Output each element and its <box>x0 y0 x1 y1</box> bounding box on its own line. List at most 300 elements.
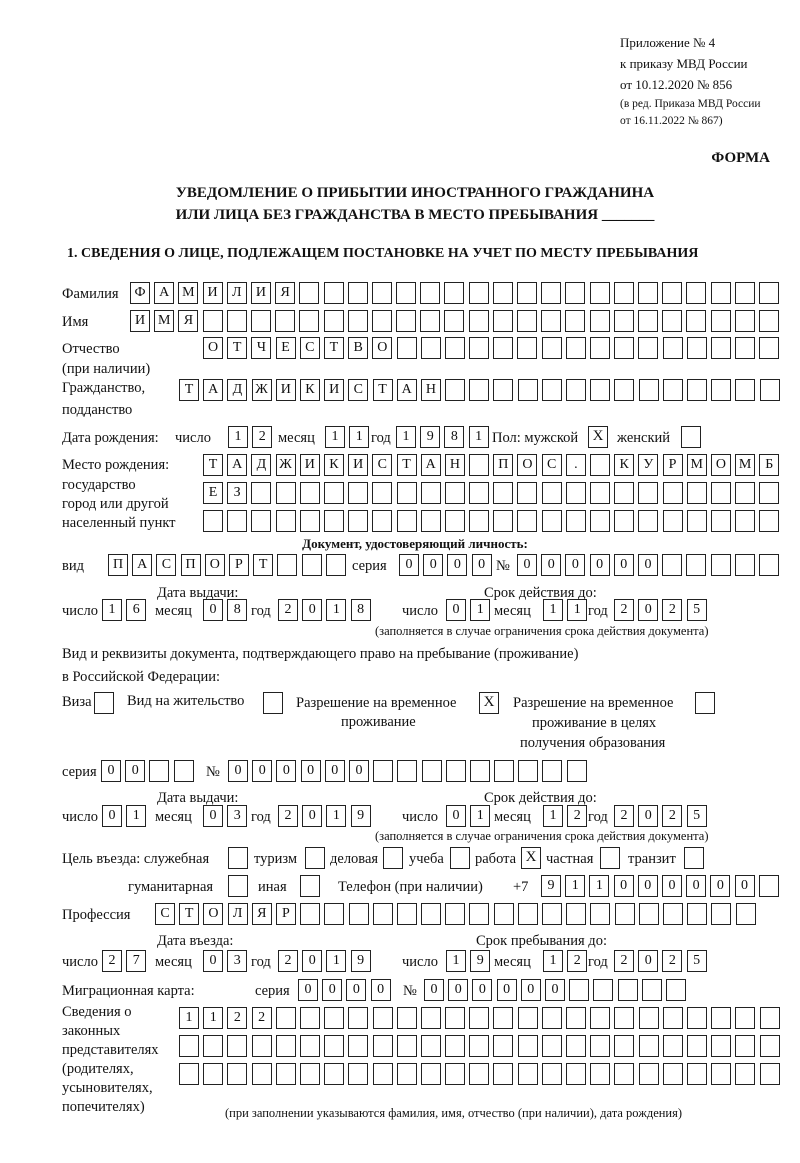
char-cell[interactable] <box>396 282 416 304</box>
char-cell[interactable] <box>372 510 392 532</box>
char-cell[interactable]: 2 <box>662 805 682 827</box>
char-cell[interactable] <box>493 1063 513 1085</box>
char-cell[interactable] <box>518 1063 538 1085</box>
char-cell[interactable] <box>348 510 368 532</box>
char-cell[interactable] <box>614 1035 634 1057</box>
char-cell[interactable]: С <box>348 379 368 401</box>
char-cell[interactable]: Т <box>179 903 199 925</box>
char-cell[interactable]: 2 <box>252 1007 272 1029</box>
char-cell[interactable]: 1 <box>349 426 369 448</box>
char-cell[interactable]: М <box>687 454 707 476</box>
char-cell[interactable]: Т <box>324 337 344 359</box>
char-cell[interactable]: З <box>227 482 247 504</box>
char-cell[interactable] <box>446 760 466 782</box>
char-cell[interactable] <box>421 482 441 504</box>
char-cell[interactable]: И <box>348 454 368 476</box>
char-cell[interactable]: 0 <box>638 805 658 827</box>
char-cell[interactable]: 2 <box>227 1007 247 1029</box>
char-cell[interactable]: 2 <box>278 805 298 827</box>
char-cell[interactable]: 1 <box>567 599 587 621</box>
char-cell[interactable] <box>179 1035 199 1057</box>
char-cell[interactable] <box>642 979 662 1001</box>
char-cell[interactable] <box>326 554 346 576</box>
char-cell[interactable] <box>324 282 344 304</box>
char-cell[interactable] <box>469 282 489 304</box>
char-cell[interactable]: И <box>251 282 271 304</box>
char-cell[interactable] <box>445 1063 465 1085</box>
char-cell[interactable] <box>276 1035 296 1057</box>
char-cell[interactable] <box>203 310 223 332</box>
char-cell[interactable]: 0 <box>349 760 369 782</box>
char-cell[interactable] <box>663 1063 683 1085</box>
char-cell[interactable] <box>300 510 320 532</box>
char-cell[interactable] <box>373 1007 393 1029</box>
char-cell[interactable] <box>736 903 756 925</box>
char-cell[interactable] <box>759 875 779 897</box>
trp-edu-checkbox[interactable] <box>695 692 715 714</box>
char-cell[interactable]: П <box>181 554 201 576</box>
char-cell[interactable] <box>735 337 755 359</box>
char-cell[interactable] <box>203 510 223 532</box>
char-cell[interactable]: 2 <box>662 950 682 972</box>
char-cell[interactable]: О <box>203 903 223 925</box>
char-cell[interactable]: 0 <box>735 875 755 897</box>
char-cell[interactable] <box>593 979 613 1001</box>
char-cell[interactable] <box>517 310 537 332</box>
phone-field[interactable] <box>541 875 783 897</box>
char-cell[interactable] <box>566 1035 586 1057</box>
char-cell[interactable] <box>445 1007 465 1029</box>
char-cell[interactable] <box>227 1035 247 1057</box>
char-cell[interactable] <box>518 1007 538 1029</box>
char-cell[interactable]: 3 <box>227 950 247 972</box>
char-cell[interactable]: 0 <box>325 760 345 782</box>
char-cell[interactable] <box>493 1007 513 1029</box>
birthplace-row-2[interactable] <box>203 482 784 504</box>
char-cell[interactable] <box>711 337 731 359</box>
citizenship-field[interactable] <box>179 379 784 401</box>
char-cell[interactable]: 9 <box>541 875 561 897</box>
char-cell[interactable] <box>638 282 658 304</box>
char-cell[interactable] <box>517 510 537 532</box>
char-cell[interactable] <box>662 554 682 576</box>
char-cell[interactable]: 2 <box>614 805 634 827</box>
char-cell[interactable] <box>251 482 271 504</box>
char-cell[interactable]: 9 <box>470 950 490 972</box>
char-cell[interactable]: П <box>108 554 128 576</box>
char-cell[interactable]: 0 <box>423 554 443 576</box>
char-cell[interactable] <box>227 510 247 532</box>
char-cell[interactable] <box>614 510 634 532</box>
birth-day-field[interactable] <box>228 426 276 448</box>
char-cell[interactable]: 0 <box>565 554 585 576</box>
char-cell[interactable]: Ф <box>130 282 150 304</box>
char-cell[interactable]: 1 <box>565 875 585 897</box>
char-cell[interactable]: М <box>178 282 198 304</box>
char-cell[interactable] <box>590 337 610 359</box>
char-cell[interactable]: К <box>300 379 320 401</box>
char-cell[interactable]: 2 <box>614 599 634 621</box>
char-cell[interactable] <box>396 310 416 332</box>
char-cell[interactable] <box>373 1035 393 1057</box>
char-cell[interactable] <box>179 1063 199 1085</box>
stay-issue-month[interactable] <box>203 805 251 827</box>
char-cell[interactable]: 1 <box>543 599 563 621</box>
char-cell[interactable]: 0 <box>125 760 145 782</box>
char-cell[interactable] <box>759 282 779 304</box>
char-cell[interactable] <box>494 903 514 925</box>
char-cell[interactable] <box>590 1035 610 1057</box>
char-cell[interactable] <box>420 282 440 304</box>
char-cell[interactable] <box>686 554 706 576</box>
entry-year[interactable] <box>278 950 375 972</box>
char-cell[interactable] <box>735 1035 755 1057</box>
char-cell[interactable] <box>687 1007 707 1029</box>
char-cell[interactable] <box>299 282 319 304</box>
char-cell[interactable]: 1 <box>589 875 609 897</box>
char-cell[interactable]: 3 <box>227 805 247 827</box>
char-cell[interactable] <box>735 510 755 532</box>
char-cell[interactable] <box>639 903 659 925</box>
birth-year-field[interactable] <box>396 426 493 448</box>
char-cell[interactable] <box>348 1035 368 1057</box>
char-cell[interactable]: 0 <box>203 950 223 972</box>
purpose-humanitarian-checkbox[interactable] <box>228 875 248 897</box>
birthplace-row-3[interactable] <box>203 510 784 532</box>
char-cell[interactable]: А <box>203 379 223 401</box>
char-cell[interactable] <box>638 482 658 504</box>
char-cell[interactable] <box>590 379 610 401</box>
birthplace-row-1[interactable] <box>203 454 784 476</box>
surname-field[interactable] <box>130 282 783 304</box>
purpose-tourism-checkbox[interactable] <box>305 847 325 869</box>
char-cell[interactable] <box>590 282 610 304</box>
char-cell[interactable]: 0 <box>472 554 492 576</box>
char-cell[interactable] <box>421 1007 441 1029</box>
char-cell[interactable] <box>565 282 585 304</box>
char-cell[interactable]: Р <box>276 903 296 925</box>
purpose-business-checkbox[interactable] <box>383 847 403 869</box>
char-cell[interactable] <box>711 1035 731 1057</box>
char-cell[interactable]: С <box>155 903 175 925</box>
char-cell[interactable]: 0 <box>203 599 223 621</box>
char-cell[interactable] <box>542 337 562 359</box>
char-cell[interactable] <box>493 310 513 332</box>
char-cell[interactable]: С <box>372 454 392 476</box>
char-cell[interactable]: Б <box>759 454 779 476</box>
char-cell[interactable] <box>663 1007 683 1029</box>
char-cell[interactable]: 9 <box>420 426 440 448</box>
char-cell[interactable]: 1 <box>326 599 346 621</box>
char-cell[interactable]: 0 <box>662 875 682 897</box>
char-cell[interactable] <box>687 510 707 532</box>
char-cell[interactable] <box>493 379 513 401</box>
stay-issue-day[interactable] <box>102 805 150 827</box>
char-cell[interactable] <box>397 1007 417 1029</box>
char-cell[interactable] <box>735 310 755 332</box>
char-cell[interactable] <box>445 482 465 504</box>
char-cell[interactable] <box>469 903 489 925</box>
char-cell[interactable] <box>302 554 322 576</box>
char-cell[interactable]: У <box>638 454 658 476</box>
char-cell[interactable]: Р <box>663 454 683 476</box>
char-cell[interactable] <box>517 337 537 359</box>
char-cell[interactable] <box>638 337 658 359</box>
char-cell[interactable] <box>566 379 586 401</box>
char-cell[interactable] <box>614 1063 634 1085</box>
char-cell[interactable] <box>397 337 417 359</box>
char-cell[interactable] <box>324 1035 344 1057</box>
char-cell[interactable] <box>663 903 683 925</box>
char-cell[interactable] <box>711 482 731 504</box>
profession-field[interactable] <box>155 903 760 925</box>
char-cell[interactable] <box>711 1063 731 1085</box>
char-cell[interactable]: 2 <box>662 599 682 621</box>
char-cell[interactable] <box>759 554 779 576</box>
char-cell[interactable]: . <box>566 454 586 476</box>
char-cell[interactable]: И <box>300 454 320 476</box>
migration-series-field[interactable] <box>298 979 395 1001</box>
char-cell[interactable]: Ч <box>251 337 271 359</box>
char-cell[interactable] <box>687 1035 707 1057</box>
char-cell[interactable] <box>349 903 369 925</box>
char-cell[interactable] <box>444 310 464 332</box>
char-cell[interactable] <box>687 1063 707 1085</box>
char-cell[interactable]: Л <box>228 903 248 925</box>
char-cell[interactable] <box>759 310 779 332</box>
purpose-work-checkbox[interactable]: X <box>521 847 541 869</box>
char-cell[interactable] <box>566 510 586 532</box>
char-cell[interactable] <box>759 337 779 359</box>
char-cell[interactable] <box>687 337 707 359</box>
char-cell[interactable] <box>735 282 755 304</box>
char-cell[interactable]: 0 <box>322 979 342 1001</box>
char-cell[interactable] <box>493 1035 513 1057</box>
char-cell[interactable]: И <box>203 282 223 304</box>
char-cell[interactable] <box>663 1035 683 1057</box>
char-cell[interactable]: Ж <box>252 379 272 401</box>
char-cell[interactable]: 0 <box>302 599 322 621</box>
representatives-row-3[interactable] <box>179 1063 784 1085</box>
char-cell[interactable] <box>421 337 441 359</box>
char-cell[interactable] <box>542 1063 562 1085</box>
char-cell[interactable] <box>686 310 706 332</box>
char-cell[interactable]: 0 <box>614 875 634 897</box>
char-cell[interactable]: Н <box>421 379 441 401</box>
char-cell[interactable] <box>469 379 489 401</box>
char-cell[interactable]: Т <box>203 454 223 476</box>
char-cell[interactable]: 9 <box>351 805 371 827</box>
char-cell[interactable]: О <box>517 454 537 476</box>
char-cell[interactable] <box>276 1007 296 1029</box>
char-cell[interactable]: 9 <box>351 950 371 972</box>
char-cell[interactable]: А <box>154 282 174 304</box>
char-cell[interactable] <box>469 310 489 332</box>
id-valid-month[interactable] <box>543 599 591 621</box>
char-cell[interactable] <box>493 510 513 532</box>
char-cell[interactable]: 0 <box>424 979 444 1001</box>
char-cell[interactable] <box>397 1035 417 1057</box>
char-cell[interactable] <box>421 1035 441 1057</box>
char-cell[interactable] <box>618 979 638 1001</box>
char-cell[interactable]: 0 <box>638 599 658 621</box>
char-cell[interactable] <box>711 510 731 532</box>
char-cell[interactable] <box>687 903 707 925</box>
purpose-private-checkbox[interactable] <box>600 847 620 869</box>
char-cell[interactable] <box>711 554 731 576</box>
char-cell[interactable] <box>735 379 755 401</box>
visa-checkbox[interactable] <box>94 692 114 714</box>
char-cell[interactable] <box>397 1063 417 1085</box>
char-cell[interactable] <box>638 310 658 332</box>
char-cell[interactable]: 0 <box>541 554 561 576</box>
char-cell[interactable] <box>300 1063 320 1085</box>
char-cell[interactable] <box>663 379 683 401</box>
purpose-other-checkbox[interactable] <box>300 875 320 897</box>
char-cell[interactable]: А <box>132 554 152 576</box>
char-cell[interactable] <box>421 1063 441 1085</box>
char-cell[interactable]: 0 <box>399 554 419 576</box>
char-cell[interactable] <box>149 760 169 782</box>
char-cell[interactable]: 2 <box>278 950 298 972</box>
char-cell[interactable] <box>566 482 586 504</box>
char-cell[interactable]: 1 <box>543 805 563 827</box>
char-cell[interactable]: О <box>203 337 223 359</box>
char-cell[interactable] <box>300 1007 320 1029</box>
char-cell[interactable] <box>252 1063 272 1085</box>
stay-valid-month[interactable] <box>543 805 591 827</box>
char-cell[interactable]: 0 <box>710 875 730 897</box>
char-cell[interactable]: 0 <box>101 760 121 782</box>
char-cell[interactable] <box>470 760 490 782</box>
char-cell[interactable] <box>566 903 586 925</box>
char-cell[interactable]: В <box>348 337 368 359</box>
char-cell[interactable]: С <box>542 454 562 476</box>
char-cell[interactable]: 5 <box>687 950 707 972</box>
char-cell[interactable]: 1 <box>470 599 490 621</box>
char-cell[interactable] <box>666 979 686 1001</box>
char-cell[interactable] <box>639 1063 659 1085</box>
char-cell[interactable] <box>541 282 561 304</box>
char-cell[interactable]: М <box>735 454 755 476</box>
char-cell[interactable]: И <box>324 379 344 401</box>
char-cell[interactable] <box>614 379 634 401</box>
char-cell[interactable]: О <box>205 554 225 576</box>
char-cell[interactable] <box>662 310 682 332</box>
char-cell[interactable]: С <box>156 554 176 576</box>
char-cell[interactable] <box>469 1035 489 1057</box>
char-cell[interactable]: А <box>227 454 247 476</box>
char-cell[interactable]: 1 <box>126 805 146 827</box>
char-cell[interactable]: 1 <box>469 426 489 448</box>
char-cell[interactable] <box>445 903 465 925</box>
trp-checkbox[interactable]: X <box>479 692 499 714</box>
char-cell[interactable] <box>566 337 586 359</box>
char-cell[interactable] <box>760 379 780 401</box>
char-cell[interactable] <box>348 282 368 304</box>
char-cell[interactable]: 0 <box>638 950 658 972</box>
char-cell[interactable] <box>469 454 489 476</box>
char-cell[interactable] <box>373 1063 393 1085</box>
char-cell[interactable]: 5 <box>687 805 707 827</box>
char-cell[interactable] <box>590 510 610 532</box>
char-cell[interactable] <box>518 903 538 925</box>
char-cell[interactable] <box>638 510 658 532</box>
char-cell[interactable] <box>300 482 320 504</box>
char-cell[interactable]: 5 <box>687 599 707 621</box>
char-cell[interactable] <box>469 482 489 504</box>
char-cell[interactable] <box>493 337 513 359</box>
char-cell[interactable]: 0 <box>545 979 565 1001</box>
char-cell[interactable]: 8 <box>227 599 247 621</box>
char-cell[interactable] <box>517 482 537 504</box>
char-cell[interactable] <box>397 903 417 925</box>
purpose-transit-checkbox[interactable] <box>684 847 704 869</box>
char-cell[interactable]: М <box>154 310 174 332</box>
char-cell[interactable]: 1 <box>326 805 346 827</box>
char-cell[interactable] <box>300 1035 320 1057</box>
char-cell[interactable]: Е <box>203 482 223 504</box>
char-cell[interactable] <box>252 1035 272 1057</box>
char-cell[interactable]: 2 <box>102 950 122 972</box>
char-cell[interactable] <box>422 760 442 782</box>
char-cell[interactable]: 8 <box>444 426 464 448</box>
char-cell[interactable] <box>469 1063 489 1085</box>
char-cell[interactable] <box>324 510 344 532</box>
char-cell[interactable]: 2 <box>567 805 587 827</box>
char-cell[interactable] <box>469 510 489 532</box>
char-cell[interactable]: Н <box>445 454 465 476</box>
char-cell[interactable] <box>397 482 417 504</box>
char-cell[interactable]: Р <box>229 554 249 576</box>
residence-checkbox[interactable] <box>263 692 283 714</box>
char-cell[interactable] <box>421 903 441 925</box>
stay-valid-year[interactable] <box>614 805 711 827</box>
char-cell[interactable] <box>735 482 755 504</box>
char-cell[interactable] <box>397 510 417 532</box>
char-cell[interactable] <box>759 482 779 504</box>
char-cell[interactable] <box>542 482 562 504</box>
char-cell[interactable] <box>445 379 465 401</box>
representatives-row-1[interactable] <box>179 1007 784 1029</box>
char-cell[interactable]: А <box>397 379 417 401</box>
char-cell[interactable] <box>760 1063 780 1085</box>
char-cell[interactable] <box>348 310 368 332</box>
char-cell[interactable]: 0 <box>203 805 223 827</box>
char-cell[interactable]: 1 <box>470 805 490 827</box>
until-day[interactable] <box>446 950 494 972</box>
char-cell[interactable] <box>541 310 561 332</box>
id-type-field[interactable] <box>108 554 350 576</box>
char-cell[interactable] <box>518 1035 538 1057</box>
char-cell[interactable]: 7 <box>126 950 146 972</box>
char-cell[interactable]: 1 <box>396 426 416 448</box>
char-cell[interactable]: Е <box>276 337 296 359</box>
char-cell[interactable] <box>421 510 441 532</box>
char-cell[interactable] <box>348 482 368 504</box>
char-cell[interactable]: Д <box>227 379 247 401</box>
char-cell[interactable]: И <box>130 310 150 332</box>
char-cell[interactable]: 2 <box>252 426 272 448</box>
patronymic-field[interactable] <box>203 337 784 359</box>
stay-number-field[interactable] <box>228 760 591 782</box>
char-cell[interactable] <box>518 379 538 401</box>
char-cell[interactable] <box>711 310 731 332</box>
char-cell[interactable]: 1 <box>179 1007 199 1029</box>
char-cell[interactable] <box>397 760 417 782</box>
char-cell[interactable]: 1 <box>543 950 563 972</box>
char-cell[interactable]: 6 <box>126 599 146 621</box>
